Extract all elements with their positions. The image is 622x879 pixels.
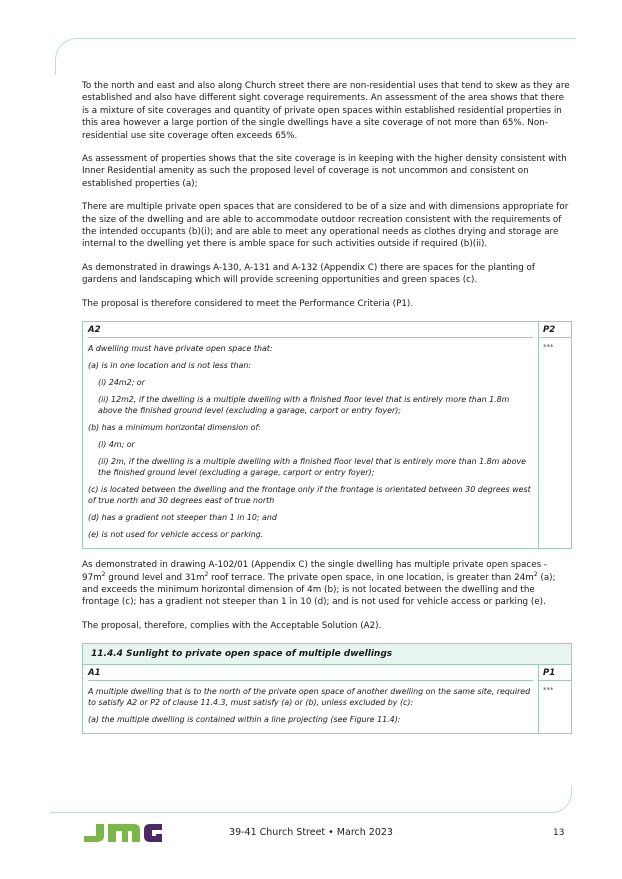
table-header-p2: P2 (539, 325, 571, 338)
paragraph: There are multiple private open spaces that are considered to be of a size and with dimensions appropriate for the size of the dwelling and are able to accommodate outdoor recreation consistent with the requirements of the intended occupants (b)(i); and are able to meet any operational needs as clothes drying and storage are internal to the dwelling yet there is amble space for such activities outside if required (b)(ii). (82, 202, 569, 250)
clause-text: (b) has a minimum horizontal dimension of: (88, 423, 261, 433)
clause-text: (ii) 2m, if the dwelling is a multiple dwelling with a finished floor level that is entirely more than 1.8m above the finished ground level (excluding a garage, carport or entry foyer); (98, 457, 527, 478)
paragraph: As demonstrated in drawings A-130, A-131 and A-132 (Appendix C) there are spaces for the planting of gardens and landscaping which will provide screening opportunities and green spaces (c). (82, 262, 535, 286)
table-header-a1: A1 (88, 668, 533, 681)
paragraph: As assessment of properties shows that the site coverage is in keeping with the higher density consistent with Inner Residential amenity as such the proposed level of coverage is not uncommon and consistent on established properties (a); (82, 154, 567, 189)
page-frame-top (55, 38, 576, 75)
acceptable-solution-cell (83, 322, 539, 549)
clause-text: (a) is in one location and is not less than: (88, 361, 251, 371)
acceptable-solution-cell (83, 665, 539, 734)
page-number: 13 (553, 828, 565, 838)
conclusion-paragraph: The proposal, therefore, complies with the Acceptable Solution (A2). (82, 620, 382, 631)
clause-text: (ii) 12m2, if the dwelling is a multiple dwelling with a finished floor level that is entirely more than 1.8m above the finished ground level (excluding a garage, carport or entry foyer); (98, 395, 510, 416)
performance-criteria-cell (539, 322, 572, 549)
page-content (82, 80, 572, 744)
acceptable-solution-table-a2 (82, 321, 572, 549)
acceptable-solution-table-a1 (82, 664, 572, 734)
section-title-11-4-4: 11.4.4 Sunlight to private open space of multiple dwellings (82, 643, 572, 665)
clause-text: (i) 24m2; or (98, 378, 145, 388)
page-frame-bottom (50, 786, 572, 813)
paragraph-after-table: As demonstrated in drawing A-102/01 (Appendix C) the single dwelling has multiple private open spaces - $97m^2$ ground level and $31m^2$ roof terrace. The private open space, in one location, is greater than $24m^2$ (a); and exceeds the minimum horizontal dimension of 4m (b); is not located between the dwelling and the frontage (c); has a gradient not steeper than 1 in 10 (d); and is not used for vehicle access or parking (e). (82, 560, 556, 608)
paragraph: The proposal is therefore considered to meet the Performance Criteria (P1). (82, 298, 414, 309)
table-header-a2: A2 (88, 325, 533, 338)
paragraph: To the north and east and also along Church street there are non-residential uses that tend to skew as they are established and also have different sight coverage requirements. An assessment of the area shows that there is a mixture of site coverages and quantity of private open spaces within established residential properties in this area however a large portion of the single dwellings have a site coverage of not more than 65%. Non-residential use site coverage often exceeds 65%. (82, 81, 570, 141)
clause-text: (a) the multiple dwelling is contained within a line projecting (see Figure 11.4): (88, 715, 401, 725)
placeholder-stars: *** (543, 686, 554, 695)
performance-criteria-cell (539, 665, 572, 734)
placeholder-stars: *** (543, 343, 554, 352)
clause-text: A dwelling must have private open space that: (88, 344, 273, 354)
clause-text: A multiple dwelling that is to the north of the private open space of another dwelling on the same site, required to satisfy A2 or P2 of clause 11.4.3, must satisfy (a) or (b), unless excluded by (c): (88, 687, 531, 708)
clause-text: (i) 4m; or (98, 440, 135, 450)
clause-text: (d) has a gradient not steeper than 1 in 10; and (88, 513, 277, 523)
table-header-p1: P1 (539, 668, 571, 681)
footer-document-title: 39-41 Church Street • March 2023 (229, 827, 393, 838)
clause-text: (e) is not used for vehicle access or parking. (88, 530, 264, 540)
clause-text: (c) is located between the dwelling and the frontage only if the frontage is orientated between 30 degrees west of true north and 30 degrees east of true north (88, 485, 531, 506)
